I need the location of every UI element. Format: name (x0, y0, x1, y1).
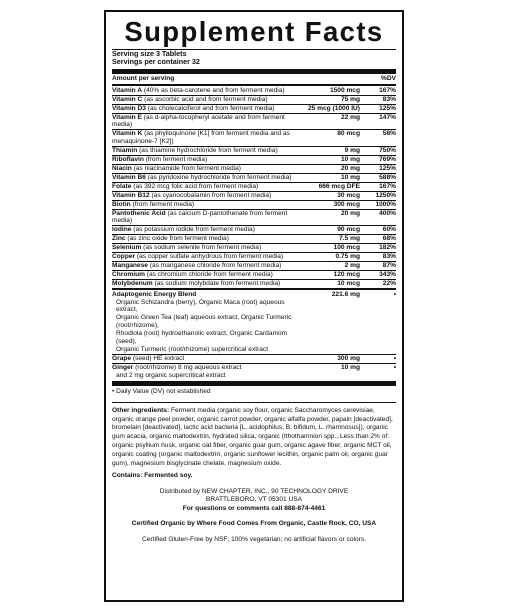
nutrient-row (112, 95, 396, 104)
nutrient-source: (as d-alpha-tocopheryl acetate and from ferment media) (112, 113, 285, 129)
nutrient-name: Vitamin A (112, 86, 143, 94)
ginger-name: Ginger (112, 363, 134, 371)
nutrient-amount: 9 mg (344, 147, 360, 155)
nutrient-name: Niacin (112, 164, 132, 172)
nutrient-row (112, 225, 396, 234)
nutrient-name: Vitamin D3 (112, 104, 146, 112)
grape-dv: • (393, 354, 396, 362)
nutrient-source: (as 392 mcg folic acid from ferment media) (131, 182, 259, 190)
distributor-line-1: Distributed by NEW CHAPTER, INC., 90 TECHNOLOGY DRIVE (159, 487, 349, 495)
nutrient-label (112, 280, 302, 288)
nutrient-label (112, 235, 302, 243)
distributor-line-2: BRATTLEBORO, VT 05301 USA (205, 496, 303, 504)
nutrient-label (112, 201, 302, 209)
blend-dv: • (393, 290, 396, 298)
nutrient-dv: 400% (379, 209, 396, 217)
panel-title: Supplement Facts (124, 16, 384, 47)
amount-header-row (112, 75, 396, 83)
nutrient-row (112, 234, 396, 243)
nutrient-amount: 300 mcg (333, 200, 360, 208)
nutrient-row (112, 209, 396, 226)
nutrient-row (112, 182, 396, 191)
nutrient-source: (as niacinamide from ferment media) (131, 164, 241, 172)
nutrient-row (112, 252, 396, 261)
nutrient-amount: 10 mcg (337, 279, 360, 287)
grape-amount: 300 mg (337, 354, 360, 362)
other-ingredients-label: Other ingredients: (112, 406, 170, 414)
nutrient-row (112, 129, 396, 146)
nutrient-dv: 167% (379, 86, 396, 94)
nutrient-row (112, 279, 396, 288)
nutrient-amount: 22 mg (340, 113, 360, 121)
blend-name: Adaptogenic Energy Blend (112, 290, 197, 298)
nutrient-source: (as sodium selenite from ferment media) (141, 244, 262, 252)
nutrient-amount: 10 mg (340, 156, 360, 164)
nutrient-label (112, 105, 302, 113)
nutrient-row (112, 104, 396, 113)
nutrient-label (112, 271, 302, 279)
nutrient-name: Biotin (112, 200, 131, 208)
nutrient-table (112, 87, 396, 288)
blend-ingredient-line: Organic Turmeric (root/rhizome) supercritical extract (116, 346, 269, 353)
ginger-desc: (root/rhizome) 8 mg aqueous extract (133, 363, 242, 371)
servings-per-container: Servings per container 32 (112, 57, 200, 67)
nutrient-row (112, 270, 396, 279)
nutrient-name: Molybdenum (112, 279, 153, 287)
nutrient-label (112, 226, 302, 234)
nutrient-row (112, 191, 396, 200)
contains-statement: Contains: Fermented soy. (112, 471, 193, 479)
nutrient-label (112, 262, 302, 270)
nutrient-amount: 2 mg (344, 261, 360, 269)
nutrient-row (112, 173, 396, 182)
nutrient-name: Manganese (112, 261, 148, 269)
nutrient-label (112, 87, 302, 95)
nutrient-source: (40% as beta-carotene and from ferment media) (142, 86, 285, 94)
nutrient-label (112, 244, 302, 252)
nutrient-row (112, 155, 396, 164)
ginger-amount: 10 mg (340, 363, 360, 371)
grape-name: Grape (112, 354, 132, 362)
nutrient-source: (as sodium molybdate from ferment media) (152, 279, 281, 287)
gluten-free-statement: Certified Gluten-Free by NSF; 100% vegetarian; no artificial flavors or colors. (142, 535, 366, 543)
blend-ingredient-line: Organic Schizandra (berry), Organic Maca (root) aqueous extract, (116, 298, 285, 314)
nutrient-dv: 68% (382, 235, 396, 243)
blend-amount: 221.6 mg (331, 290, 360, 298)
nutrient-dv: 588% (379, 173, 396, 181)
nutrient-amount: 25 mcg (1000 IU) (307, 104, 360, 112)
nutrient-source: (as pyridoxine hydrochloride from ferment media) (145, 173, 292, 181)
amount-header: Amount per serving (112, 74, 175, 82)
nutrient-label (112, 183, 302, 191)
supplement-facts-panel (104, 10, 404, 602)
grape-row (112, 354, 396, 363)
nutrient-row (112, 146, 396, 155)
nutrient-label (112, 114, 302, 130)
nutrient-source: (as cyanocobalamin from ferment media) (149, 191, 272, 199)
nutrient-amount: 100 mcg (333, 244, 360, 252)
nutrient-label (112, 165, 302, 173)
nutrient-name: Vitamin B6 (112, 173, 146, 181)
nutrient-label (112, 253, 302, 261)
nutrient-name: Iodine (112, 226, 132, 234)
nutrient-row (112, 113, 396, 130)
nutrient-source: (as zinc oxide from ferment media) (125, 235, 229, 243)
distributor-info (112, 488, 396, 513)
nutrient-row (112, 200, 396, 209)
nutrient-amount: 75 mg (340, 95, 360, 103)
nutrient-row (112, 261, 396, 270)
nutrient-name: Thiamin (112, 147, 138, 155)
nutrient-name: Vitamin E (112, 113, 142, 121)
nutrient-source: (as copper sulfate anhydrous from ferment media) (135, 253, 284, 261)
ginger-dv: • (393, 363, 396, 371)
nutrient-dv: 182% (379, 244, 396, 252)
nutrient-source: (as chromium chloride from ferment media) (144, 270, 273, 278)
nutrient-amount: 30 mcg (337, 191, 360, 199)
nutrient-amount: 666 mcg DFE (318, 182, 360, 190)
nutrient-amount: 20 mg (340, 209, 360, 217)
nutrient-source: (as thiamine hydrochloride from ferment media) (137, 147, 278, 155)
dv-header: %DV (380, 74, 396, 82)
nutrient-dv: 125% (379, 164, 396, 172)
nutrient-dv: 147% (379, 113, 396, 121)
other-ingredients (112, 407, 396, 469)
nutrient-dv: 125% (379, 104, 396, 112)
nutrient-label (112, 156, 302, 164)
nutrient-row (112, 243, 396, 252)
nutrient-dv: 769% (379, 156, 396, 164)
nutrient-label (112, 147, 302, 155)
nutrient-name: Selenium (112, 244, 142, 252)
nutrient-dv: 83% (382, 95, 396, 103)
nutrient-name: Vitamin K (112, 130, 143, 138)
other-ingredients-text: Ferment media (organic soy flour, organic Saccharomyces cerevisiae, organic orange peel powder, organic carrot powder, organic alfalfa powder, papain [deactivated], bromelain [deactivated], lactic acid bacteria [L. acidophilus, B. bifidum, L. rhamnosus]), organic gum acacia, organic maltodextrin, hydrated silica, organic (Ithothamnion spp., Less than 2% of: organic psyllium husk, organic oat fiber, organic guar gum, organic agave fiber, organic MCT oil, organic coating (organic maltodextrin, organic sunflower lecithin, organic palm oil, organic guar gum), magnesium bisglycinate chelate, magnesium oxide. (112, 406, 393, 468)
nutrient-source: (as cholecalciferol and from ferment media) (145, 104, 275, 112)
nutrient-source: (from ferment media) (130, 200, 195, 208)
nutrient-name: Folate (112, 182, 132, 190)
nutrient-dv: 343% (379, 270, 396, 278)
blend-row (112, 291, 396, 354)
certified-organic: Certified Organic by Where Food Comes From Organic, Castle Rock, CO, USA (131, 520, 377, 528)
ginger-row (112, 363, 396, 380)
nutrient-dv: 750% (379, 147, 396, 155)
blend-ingredient-line: Rhodiola (root) hydroethanolic extract, Organic Cardamom (seed), (116, 330, 288, 346)
nutrient-dv: 1000% (375, 200, 396, 208)
nutrient-dv: 22% (382, 279, 396, 287)
nutrient-dv: 1250% (375, 191, 396, 199)
serving-size: Serving size 3 Tablets (112, 49, 187, 58)
nutrient-amount: 1500 mcg (329, 86, 360, 94)
nutrient-name: Vitamin B12 (112, 191, 150, 199)
blend-ingredient-line: Organic Green Tea (leaf) aqueous extract, Organic Turmeric (root/rhizome), (116, 314, 292, 330)
nutrient-source: (from ferment media) (143, 156, 208, 164)
questions-line: For questions or comments call 888-874-4461 (182, 504, 326, 512)
dv-footnote: • Daily Value (DV) not established (112, 387, 211, 395)
nutrient-row (112, 87, 396, 95)
nutrient-amount: 90 mcg (337, 226, 360, 234)
nutrient-source: (as manganese chloride from ferment media) (147, 261, 282, 269)
nutrient-label (112, 130, 302, 146)
nutrient-label (112, 210, 302, 226)
nutrient-amount: 20 mg (340, 164, 360, 172)
nutrient-label (112, 174, 302, 182)
nutrient-name: Pantothenic Acid (112, 209, 166, 217)
grape-desc: (seed) HE extract (131, 354, 185, 362)
nutrient-name: Chromium (112, 270, 145, 278)
nutrient-label (112, 192, 302, 200)
nutrient-dv: 58% (382, 130, 396, 138)
nutrient-amount: 0.75 mg (335, 253, 360, 261)
nutrient-dv: 83% (382, 253, 396, 261)
nutrient-source: (as potassium iodide from ferment media) (131, 226, 255, 234)
nutrient-source: (as ascorbic acid and from ferment media) (142, 95, 268, 103)
nutrient-dv: 87% (382, 261, 396, 269)
nutrient-dv: 60% (382, 226, 396, 234)
nutrient-name: Copper (112, 253, 136, 261)
nutrient-dv: 167% (379, 182, 396, 190)
ginger-desc-line2: and 2 mg organic supercritical extract (116, 371, 226, 379)
nutrient-source: (as calcium D-pantothenate from ferment media) (112, 209, 288, 225)
nutrient-label (112, 96, 302, 104)
nutrient-amount: 10 mg (340, 173, 360, 181)
nutrient-source: (as phylloquinone [K1] from ferment media and as menaquinone-7 [K2]) (112, 130, 291, 146)
nutrient-row (112, 164, 396, 173)
nutrient-name: Riboflavin (112, 156, 144, 164)
nutrient-name: Zinc (112, 235, 126, 243)
nutrient-name: Vitamin C (112, 95, 143, 103)
nutrient-amount: 80 mcg (337, 130, 360, 138)
nutrient-amount: 120 mcg (333, 270, 360, 278)
nutrient-amount: 7.5 mg (339, 235, 360, 243)
